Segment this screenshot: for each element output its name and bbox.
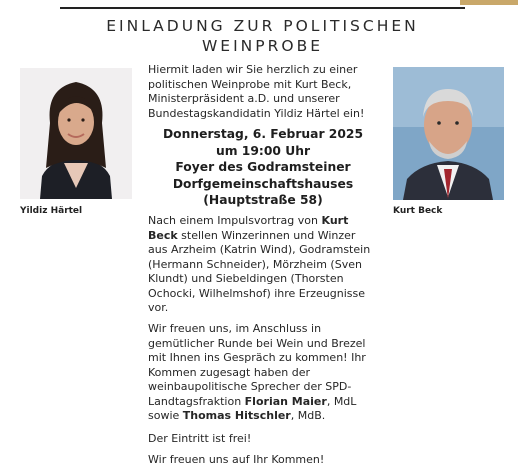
- guests-text-part-1: Wir freuen uns, im Anschluss in gemütlicher Runde bei Wein und Brezel mit Ihnen ins Gespräch zu kommen! Ihr Kommen zugesagt haben der weinbaupolitische Sprecher der SPD-Landtagsfraktion: [148, 322, 366, 408]
- event-venue-line-2: Dorfgemeinschaftshauses: [172, 176, 354, 191]
- guests-text-part-2: , MdL sowie: [148, 394, 357, 422]
- guest-thomas-hitschler: Thomas Hitschler: [182, 409, 291, 422]
- portrait-yildiz-haertel: [20, 68, 132, 199]
- title-line-2: WEINPROBE: [201, 37, 324, 55]
- event-venue-line-1: Foyer des Godramsteiner: [175, 160, 351, 174]
- program-text-part-2: stellen Winzerinnen und Winzer aus Arzheim (Katrin Wind), Godramstein (Hermann Schneider), Mörzheim (Sven Klundt) und Siebeldingen (Thorsten Ochocki, Wilhelmshof) ihre Erzeugnisse vor.: [148, 228, 371, 314]
- event-address: (Hauptstraße 58): [203, 193, 323, 207]
- admission-note: Der Eintritt ist frei!: [148, 432, 252, 445]
- guests-text-part-3: , MdB.: [290, 409, 326, 422]
- event-details: [148, 126, 378, 209]
- corner-accent: [460, 0, 518, 5]
- invitation-title: [60, 16, 465, 56]
- event-date: Donnerstag, 6. Februar 2025: [162, 127, 364, 141]
- guest-florian-maier: Florian Maier: [244, 394, 327, 408]
- program-text-part-1: Nach einem Impulsvortrag von: [148, 214, 322, 227]
- caption-right: Kurt Beck: [393, 206, 443, 216]
- top-rule: [60, 7, 465, 9]
- closing-note: Wir freuen uns auf Ihr Kommen!: [148, 453, 325, 466]
- program-paragraph: [148, 214, 378, 316]
- program-text: [148, 214, 378, 316]
- portrait-kurt-beck: [393, 67, 504, 200]
- intro-text: Hiermit laden wir Sie herzlich zu einer politischen Weinprobe mit Kurt Beck, Ministerpräsident a.D. und unserer Bundestagskandidatin Yildiz Härtel ein!: [148, 63, 365, 120]
- caption-left: Yildiz Härtel: [20, 206, 83, 216]
- portrait-left-image: [20, 68, 132, 199]
- title-line-1: EINLADUNG ZUR POLITISCHEN: [106, 17, 419, 35]
- intro-paragraph: [148, 63, 378, 121]
- guests-paragraph: [148, 322, 378, 424]
- portrait-right-image: [393, 67, 504, 200]
- event-time: um 19:00 Uhr: [215, 143, 311, 158]
- program-speaker: Kurt Beck: [148, 214, 349, 242]
- guests-text: [148, 322, 378, 424]
